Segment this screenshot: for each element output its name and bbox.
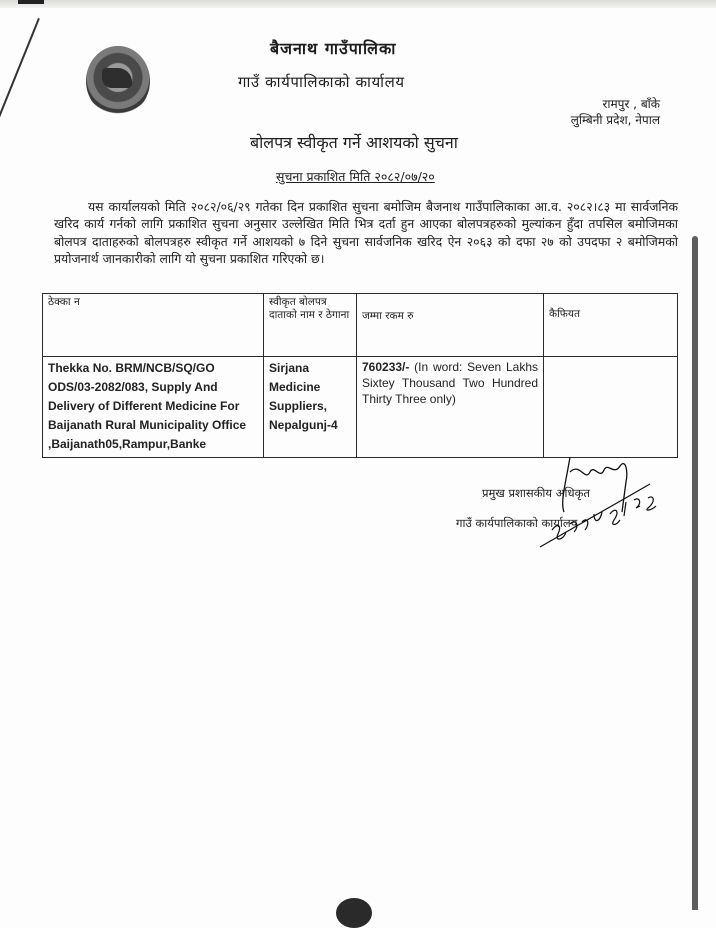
published-date: सुचना प्रकाशित मिति २०८२/०७/२० [276, 169, 435, 184]
header-remarks: कैफियत [544, 294, 678, 357]
notice-title: बोलपत्र स्वीकृत गर्ने आशयको सुचना [250, 133, 458, 152]
cell-bidder [264, 357, 357, 458]
paper-fold-line [0, 18, 40, 158]
cell-amount [357, 357, 544, 458]
cell-remarks [544, 357, 678, 458]
notice-body [54, 198, 678, 268]
amount-words: (In word: Seven Lakhs Sixtey Thousand Two Hundred Thirty Three only) [362, 360, 538, 406]
address-block [571, 96, 660, 128]
vertical-scrollbar[interactable] [692, 236, 698, 910]
header-bidder: स्वीकृत बोलपत्र दाताको नाम र ठेगाना [264, 294, 357, 357]
notice-paragraph: यस कार्यालयको मिति २०८२/०६/२९ गतेका दिन प्रकाशित सुचना बमोजिम बैजनाथ गाउँपालिकाका आ.व. २०८२।८३ मा सार्वजनिक खरिद कार्य गर्नको लागि प्रकाशित सुचना अनुसार उल्लेखित मिति भित्र दर्ता हुन आएका बोलपत्रहरुको मुल्यांकन हुँदा तपसिल बमोजिमका बोलपत्र दाताहरुको बोलपत्रहरु स्वीकृत गर्ने आशयको ७ दिने सुचना सार्वजनिक खरिद ऐन २०६३ को दफा २७ को उपदफा २ बमोजिमको प्रयोजनार्थ जानकारीको लागि यो सुचना प्रकाशित गरिएको छ। [54, 199, 678, 267]
government-emblem-icon [86, 46, 150, 116]
amount-figure: 760233/- [362, 360, 410, 374]
table-header-row [43, 294, 678, 357]
table-row [43, 357, 678, 458]
photo-top-edge [0, 0, 716, 8]
header-contract-no: ठेक्का न [43, 294, 264, 357]
contract-text: Thekka No. BRM/NCB/SQ/GO ODS/03-2082/083, Supply And Delivery of Different Medicine For Baijanath Rural Municipality Office ,Baijanath05,Rampur,Banke [48, 361, 247, 451]
address-line-2: लुम्बिनी प्रदेश, नेपाल [570, 113, 660, 127]
camera-cutout [336, 898, 372, 928]
awarded-bid-table [42, 293, 678, 458]
bidder-text: Sirjana Medicine Suppliers, Nepalgunj-4 [269, 361, 338, 432]
handwritten-signature-icon [530, 452, 680, 552]
municipality-name: बैजनाथ गाउँपालिका [270, 39, 397, 58]
signatory-office: गाउँ कार्यपालिकाको कार्यालय [456, 516, 578, 530]
cell-contract [43, 357, 264, 458]
address-line-1: रामपुर , बाँके [602, 97, 660, 111]
edge-shadow [18, 0, 44, 4]
header-amount: जम्मा रकम रु [357, 294, 544, 357]
signatory-title: प्रमुख प्रशासकीय अधिकृत [482, 486, 590, 500]
office-name: गाउँ कार्यपालिकाको कार्यालय [238, 73, 405, 91]
